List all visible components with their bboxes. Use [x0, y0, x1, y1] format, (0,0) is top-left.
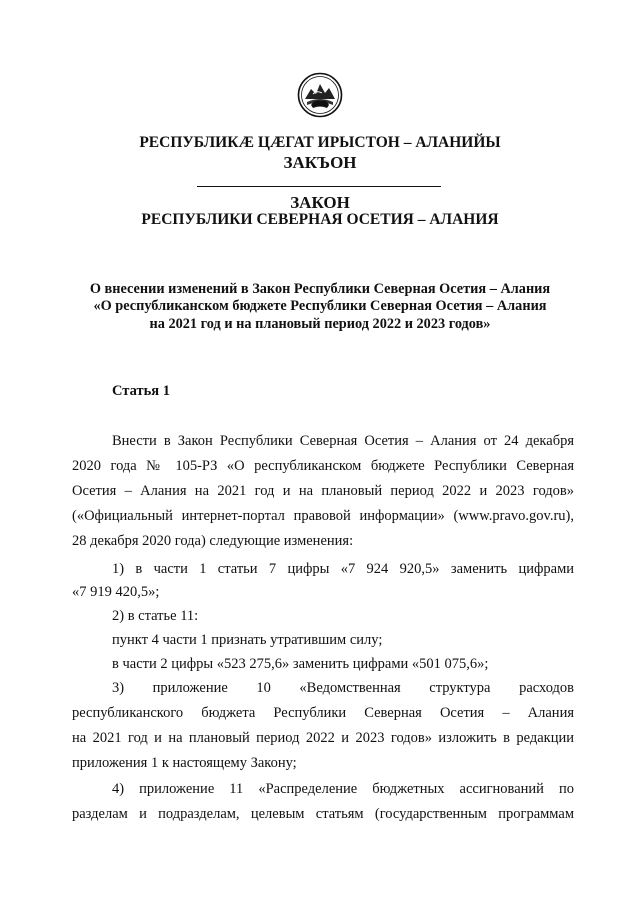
law-title-line: на 2021 год и на плановый период 2022 и 2023 годов» — [149, 316, 491, 332]
article-heading: Статья 1 — [112, 383, 170, 399]
body-line: Осетия – Алания на 2021 год и на плановый период 2022 и 2023 годов» — [72, 483, 574, 499]
body-line: 1) в части 1 статьи 7 цифры «7 924 920,5» заменить цифрами — [112, 561, 574, 577]
body-line: 4) приложение 11 «Распределение бюджетных ассигнований по — [112, 781, 574, 797]
body-line: 2) в статье 11: — [112, 608, 199, 624]
header-divider — [197, 186, 441, 187]
body-line: 2020 года № 105-РЗ «О республиканском бюджете Республики Северная — [72, 458, 574, 474]
body-line: «7 919 420,5»; — [72, 584, 160, 600]
coat-of-arms-icon — [297, 72, 343, 118]
republic-name-russian: РЕСПУБЛИКИ СЕВЕРНАЯ ОСЕТИЯ – АЛАНИЯ — [141, 211, 499, 228]
body-line: приложения 1 к настоящему Закону; — [72, 755, 297, 771]
body-line: на 2021 год и на плановый период 2022 и 2023 годов» изложить в редакции — [72, 730, 574, 746]
law-title-line: «О республиканском бюджете Республики Северная Осетия – Алания — [93, 298, 547, 314]
law-title-line: О внесении изменений в Закон Республики Северная Осетия – Алания — [89, 281, 551, 297]
body-line: 28 декабря 2020 года) следующие изменения: — [72, 533, 354, 549]
law-label-ossetian: ЗАКЪОН — [283, 153, 357, 172]
body-line: Внести в Закон Республики Северная Осетия – Алания от 24 декабря — [112, 433, 574, 449]
body-line: пункт 4 части 1 признать утратившим силу; — [112, 632, 383, 648]
body-line: («Официальный интернет-портал правовой информации» (www.pravo.gov.ru), — [72, 508, 574, 524]
body-line: 3) приложение 10 «Ведомственная структура расходов — [112, 680, 574, 696]
republic-name-ossetian: РЕСПУБЛИКÆ ЦÆГАТ ИРЫСТОН – АЛАНИЙЫ — [139, 134, 501, 151]
law-label-russian: ЗАКОН — [290, 193, 350, 212]
body-line: республиканского бюджета Республики Северная Осетия – Алания — [72, 705, 574, 721]
body-line: в части 2 цифры «523 275,6» заменить цифрами «501 075,6»; — [112, 656, 489, 672]
body-line: разделам и подразделам, целевым статьям (государственным программам — [72, 806, 574, 822]
